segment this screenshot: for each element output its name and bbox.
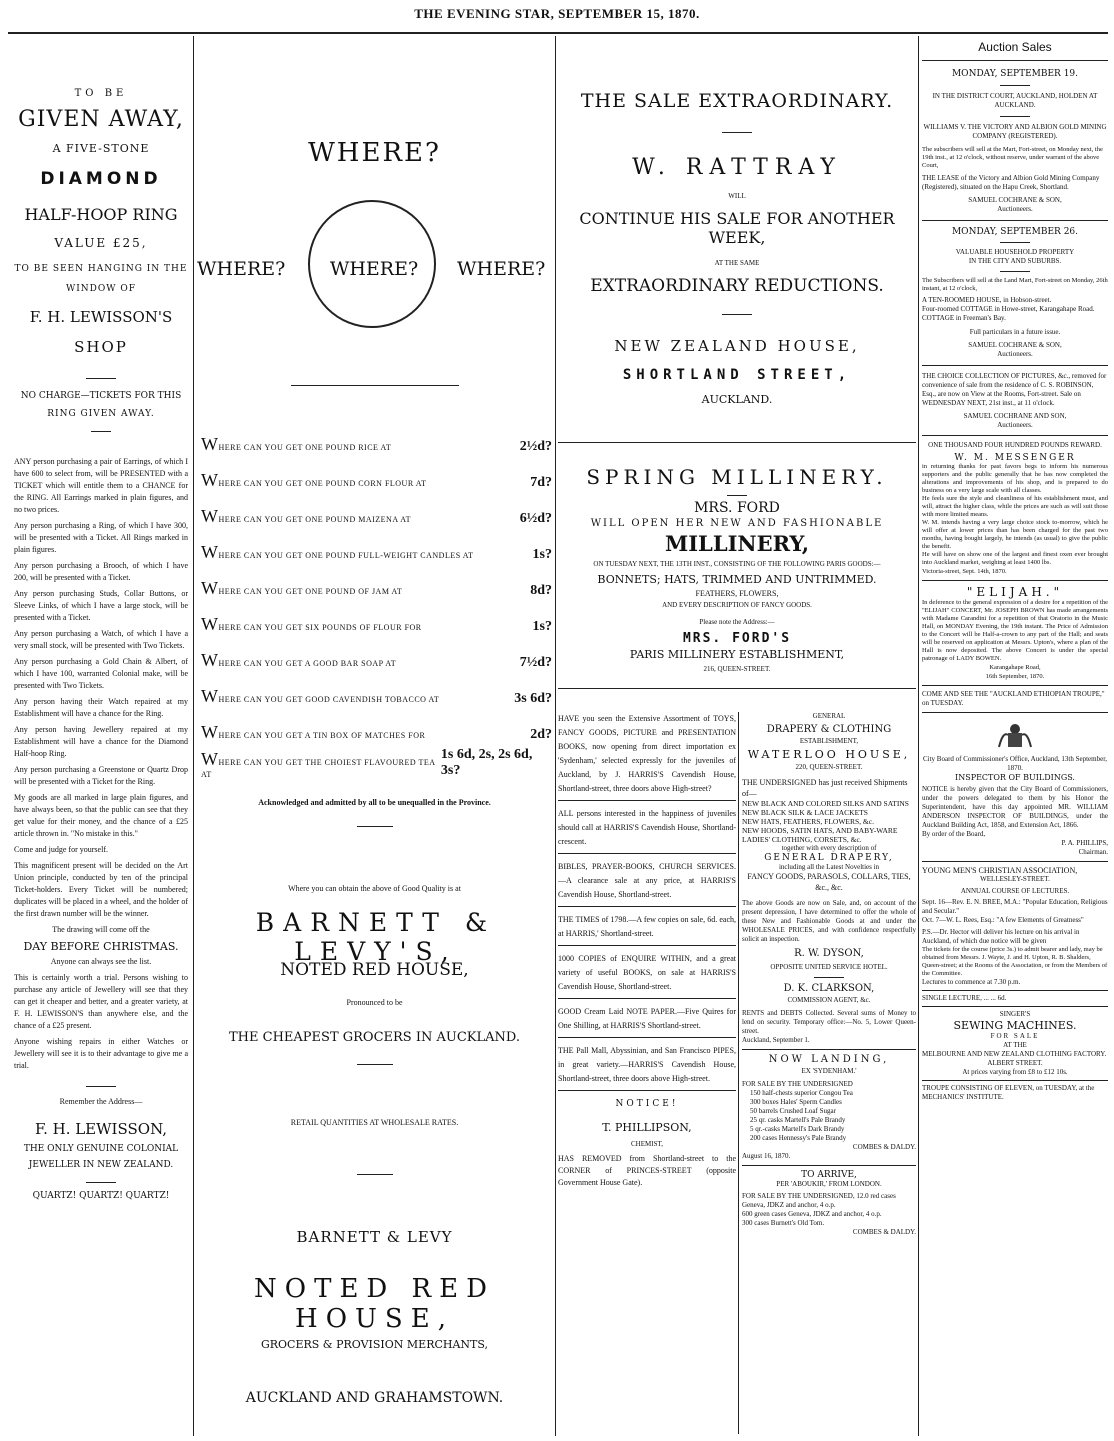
combes-daldy: COMBES & DALDY. <box>852 1143 916 1151</box>
harris-column <box>558 712 736 1193</box>
queen-street-220: 220, QUEEN-STREET. <box>795 763 863 771</box>
goods-item: LADIES' CLOTHING, CORSETS, &c. <box>742 835 862 844</box>
harris-ad: THE Pall Mall, Abyssinian, and San Francisco PIPES, in great variety.—HARRIS'S Cavendish House, Shortland-street, three doors above High-street. <box>558 1044 736 1091</box>
price-row <box>201 680 552 707</box>
removed: HAS REMOVED from Shortland-street to the CORNER of PRINCES-STREET (opposite Government House Gate). <box>558 1154 736 1187</box>
notice: NOTICE! <box>615 1099 679 1109</box>
price-row <box>201 644 552 671</box>
price-question-text: HERE CAN YOU GET ONE POUND MAIZENA AT <box>218 515 411 524</box>
price-value: 7½d? <box>519 655 552 670</box>
ring-given: RING GIVEN AWAY. <box>47 409 155 419</box>
fancy-goods: FANCY GOODS, PARASOLS, COLLARS, TIES, &c., &c. <box>747 872 911 892</box>
subscribers-1: The subscribers will sell at the Mart, Fort-street, on Monday next, the 19th inst., at 12 o'clock, without reserve, under warrant of the above Court, <box>922 146 1103 169</box>
day-before-christmas: DAY BEFORE CHRISTMAS. <box>23 940 179 953</box>
by-order: By order of the Board, <box>922 830 986 838</box>
waterloo-house: WATERLOO HOUSE, <box>747 748 911 761</box>
divider <box>86 1182 116 1183</box>
price-question <box>201 650 396 671</box>
rule <box>922 990 1108 991</box>
lectures-commence: Lectures to commence at 7.30 p.m. <box>922 978 1021 986</box>
price-question <box>201 614 422 635</box>
choice-collection: THE CHOICE COLLECTION OF PICTURES, &c., removed for convenience of sale from the residence of C. S. ROBINSON, Esq., are now on View at the Rooms, Fort-street. Sale on WEDNESDAY NEXT, 21st inst., at 11 o'clock. <box>922 372 1107 407</box>
where-obtain: Where you can obtain the above of Good Quality is at <box>288 884 461 893</box>
art-union-paragraph: This magnificent present will be decided on the Art Union principle, conducted by ten of the principal Ticket-holders. Every Ticket will be numbered; duplicates will be placed in a wheel, and the holder of the first drawn number will be the winner. <box>14 861 188 918</box>
column-lewisson <box>14 88 188 1433</box>
will-open: WILL OPEN HER NEW AND FASHIONABLE <box>590 518 884 529</box>
price-row <box>201 464 552 491</box>
notice-text: NOTICE is hereby given that the City Board of Commissioners, under the powers delegated to them by his Honor the Superintendent, have this day appointed MR. WILLIAM ANDERSON INSPECTOR OF BUILDINGS, under the Auckland Building Act, 1858, and Extension Act, 1866. <box>922 785 1108 829</box>
queen-street-216: 216, QUEEN-STREET. <box>703 665 771 673</box>
auckland-grahamstown: AUCKLAND AND GRAHAMSTOWN. <box>245 1390 504 1406</box>
for-sale-geneva: FOR SALE BY THE UNDERSIGNED, 12.0 red cases Geneva, JDKZ and anchor, 4 o.p. <box>742 1192 896 1209</box>
rattray-auckland: AUCKLAND. <box>701 393 773 406</box>
price-question-text: HERE CAN YOU GET ONE POUND OF JAM AT <box>218 587 403 596</box>
rule <box>357 826 393 827</box>
price-row <box>201 572 552 599</box>
rule <box>357 1064 393 1065</box>
lewisson-signature: F. H. LEWISSON, <box>35 1119 167 1138</box>
rule <box>922 1006 1108 1007</box>
prices: At prices varying from £8 to £12 10s. <box>962 1068 1068 1076</box>
landing-item: 300 boxes Hales' Sperm Candles <box>750 1098 842 1106</box>
noted-red-house: NOTED RED HOUSE, <box>280 960 469 980</box>
spring-millinery: SPRING MILLINERY. <box>586 465 888 489</box>
drop-cap: W <box>201 434 219 454</box>
divider <box>91 431 111 432</box>
column-barnett-levy <box>197 36 552 1436</box>
harris-ad: HAVE you seen the Extensive Assortment of TOYS, FANCY GOODS, PICTURE and PRESENTATION BOOKS, now opening from direct importation ex 'Sydenham,' selected expressly for the juveniles of Auckland, by J. HARRIS'S Cavendish House, Shortland-street, three doors above High-street? <box>558 712 736 801</box>
column-rattray-ford <box>558 36 916 1436</box>
above-goods: The above Goods are now on Sale, and, on account of the present depression, I have determined to offer the whole of these New and Fashionable Goods at and under the WHOLESALE PRICES, and with confidence respectfully solicit an inspection. <box>742 899 916 943</box>
clarkson: D. K. CLARKSON, <box>783 983 875 994</box>
where-right: WHERE? <box>457 258 546 280</box>
williams-case: WILLIAMS V. THE VICTORY AND ALBION GOLD MINING COMPANY (REGISTERED). <box>923 123 1107 140</box>
elijah-text: In deference to the general expression of a desire for a repetition of the "ELIJAH" CONCERT, Mr. JOSEPH BROWN has made arrangements with Madame Carandini for a repetition of that Oratorio in the Music Hall, on MONDAY Evening, the 19th instant. The Price of Admission to the Concert will be Half-a-crown to any part of the Hall; and seats will be reserved on application at Messrs. Upton's, where a plan of the Hall is now deposited. The above Concert is under the special patronage of LADY BOWEN. <box>922 599 1108 662</box>
five-stone: A FIVE-STONE <box>52 142 150 155</box>
divider <box>814 977 844 978</box>
messenger-text-3: W. M. intends having a very large choice stock to-morrow, which he will offer at lower prices than has been charged for the past two months, having bought largely, he intends (as usual) to give the public the benefit. <box>922 519 1108 550</box>
auctioneers-3: Auctioneers. <box>997 421 1033 429</box>
tickets: The tickets for the course (price 3s.) to admit bearer and lady, may be obtained from Messrs. J. Wayte, J. and H. Upton, R. B. Shalders, Queen-street; at the Rooms of the Association, or from the Members of the Committee. <box>922 946 1108 977</box>
divider <box>1000 242 1030 243</box>
elijah: "ELIJAH." <box>966 585 1064 599</box>
chain-paragraph: Any person purchasing a Gold Chain & Albert, of which I have 100, warranted Colonial make, will be presented with Two Tickets. <box>14 657 188 690</box>
sept-16-lecture: Sept. 16—Rev. E. N. BREE, M.A.: "Popular Education, Religious and Secular." <box>922 898 1108 915</box>
price-value: 1s 6d, 2s, 2s 6d, 3s? <box>440 747 533 778</box>
sewing-machines: SEWING MACHINES. <box>953 1019 1077 1032</box>
watch-repair-paragraph: Any person having their Watch repaired at my Establishment will have a chance for the Ring. <box>14 697 188 718</box>
lewisson-shop-name: F. H. LEWISSON'S <box>29 308 173 326</box>
rule <box>922 580 1108 581</box>
rule <box>357 1174 393 1175</box>
wellesley: WELLESLEY-STREET. <box>980 875 1050 883</box>
price-row <box>201 536 552 563</box>
opposite-hotel: OPPOSITE UNITED SERVICE HOTEL. <box>770 963 888 971</box>
acknowledged: Acknowledged and admitted by all to be unequalled in the Province. <box>258 798 491 807</box>
dyson: R. W. DYSON, <box>794 948 864 959</box>
will: WILL <box>728 192 746 200</box>
top-rule <box>8 32 1108 34</box>
landing-item: 200 cases Hennessy's Pale Brandy <box>750 1134 847 1142</box>
shortland-street: SHORTLAND STREET, <box>622 367 852 383</box>
karangahape: Karangahape Road, <box>989 664 1041 671</box>
price-value: 2½d? <box>519 439 552 454</box>
where-center: WHERE? <box>329 258 419 280</box>
col-divider-2 <box>555 36 556 1436</box>
column-auction <box>922 36 1108 1436</box>
drop-cap: W <box>201 686 219 706</box>
masthead: THE EVENING STAR, SEPTEMBER 15, 1870. <box>414 6 700 21</box>
drawing-paragraph: The drawing will come off the <box>52 925 150 934</box>
half-hoop: HALF-HOOP RING <box>24 205 178 224</box>
feathers: FEATHERS, FLOWERS, <box>695 589 779 598</box>
price-row <box>201 716 552 743</box>
coat-of-arms-icon <box>995 721 1035 751</box>
barnett-levy: BARNETT & LEVY <box>296 1228 453 1246</box>
general-drapery: GENERAL DRAPERY, <box>764 853 894 863</box>
inspector: INSPECTOR OF BUILDINGS. <box>955 773 1075 782</box>
drop-cap: W <box>201 542 219 562</box>
drop-cap: W <box>201 722 219 742</box>
trial-paragraph: This is certainly worth a trial. Persons wishing to purchase any article of Jewellery will see that they can get it cheaper and better, and a greater variety, at F. H. LEWISSON'S than anywhere else, and the chance of a £25 present. <box>14 973 188 1030</box>
august-16: August 16, 1870. <box>742 1152 791 1160</box>
price-question-text: HERE CAN YOU GET ONE POUND RICE AT <box>218 443 392 452</box>
cochrane-1: SAMUEL COCHRANE & SON, <box>968 196 1062 204</box>
window-of: WINDOW OF <box>65 284 136 294</box>
oct-7-lecture: Oct. 7—W. L. Rees, Esq.: "A few Elements of Greatness" <box>922 916 1084 924</box>
four-roomed: Four-roomed COTTAGE in Howe-street, Karangahape Road. <box>922 305 1095 313</box>
price-value: 7d? <box>530 475 552 490</box>
establishment: ESTABLISHMENT, <box>799 737 859 745</box>
extraordinary-reductions: EXTRAORDINARY REDUCTIONS. <box>590 276 884 296</box>
price-question-text: HERE CAN YOU GET ONE POUND FULL-WEIGHT CANDLES AT <box>218 551 474 560</box>
including: including all the Latest Novelties in <box>778 863 880 871</box>
value: VALUE £25, <box>54 236 148 250</box>
green-geneva: 600 green cases Geneva, JDKZ and anchor, 4 o.p. <box>742 1210 882 1218</box>
harris-ad: 1000 COPIES of ENQUIRE WITHIN, and a great variety of useful BOOKS, on sale at HARRIS'S Cavendish House, Shortland-street. <box>558 952 736 999</box>
earrings-paragraph: ANY person purchasing a pair of Earrings, of which I have 600 to select from, will be PRESENTED with a TICKET which will entitle them to a CHANCE for the RING. All Earrings marked in plain figures, and no two prices. <box>14 457 188 514</box>
price-question <box>201 578 402 599</box>
district-court: IN THE DISTRICT COURT, AUCKLAND, HOLDEN AT AUCKLAND. <box>932 92 1098 109</box>
brooch-paragraph: Any person purchasing a Brooch, of which I have 200, will be presented with a Ticket. <box>14 561 188 582</box>
goods-item: NEW BLACK SILK & LACE JACKETS <box>742 808 868 817</box>
price-row <box>201 500 552 527</box>
remember-address: Remember the Address— <box>59 1097 143 1106</box>
divider <box>727 495 747 496</box>
cottage: COTTAGE in Freeman's Bay. <box>922 314 1006 322</box>
landing-item: 5 qr.-casks Martell's Dark Brandy <box>750 1125 845 1133</box>
albert-street: ALBERT STREET. <box>987 1059 1043 1067</box>
every-description: AND EVERY DESCRIPTION OF FANCY GOODS. <box>662 601 812 609</box>
chemist: CHEMIST, <box>631 1140 663 1148</box>
city-suburbs: IN THE CITY AND SUBURBS. <box>968 257 1062 265</box>
monday-26: MONDAY, SEPTEMBER 26. <box>951 227 1079 237</box>
new-zealand-house: NEW ZEALAND HOUSE, <box>614 337 860 355</box>
rule <box>558 442 916 443</box>
valuable-property: VALUABLE HOUSEHOLD PROPERTY <box>955 248 1075 256</box>
subscribers-2: The Subscribers will sell at the Land Mart, Fort-street on Monday, 26th instant, at 12 o'clock, <box>922 277 1108 292</box>
rule <box>922 60 1108 61</box>
auctioneers-2: Auctioneers. <box>997 350 1033 358</box>
harris-ad: BIBLES, PRAYER-BOOKS, CHURCH SERVICES.—A clearance sale at any price, at HARRIS'S Cavendish House, Shortland-street. <box>558 860 736 907</box>
rule <box>291 385 459 386</box>
to-be-seen: TO BE SEEN HANGING IN THE <box>14 264 188 274</box>
come-and-see: COME AND SEE THE "AUCKLAND ETHIOPIAN TROUPE," on TUESDAY. <box>922 690 1105 707</box>
rule <box>742 1049 916 1050</box>
auctioneers-1: Auctioneers. <box>997 205 1033 213</box>
general: GENERAL <box>812 712 846 720</box>
sep-16: 16th September, 1870. <box>985 673 1045 680</box>
sale-extraordinary: THE SALE EXTRAORDINARY. <box>580 90 894 112</box>
messenger: W. M. MESSENGER <box>954 453 1076 463</box>
rule <box>922 685 1108 686</box>
judge-paragraph: Come and judge for yourself. <box>14 845 108 854</box>
no-charge: NO CHARGE—TICKETS FOR THIS <box>20 391 182 401</box>
per-aboukir: PER 'ABOUKIR,' FROM LONDON. <box>776 1180 882 1188</box>
landing-item: 50 barrels Crushed Loaf Sugar <box>750 1107 836 1115</box>
city-board: City Board of Commissioner's Office, Auckland, 13th September, 1870. <box>923 755 1107 772</box>
drop-cap: W <box>201 506 219 526</box>
price-question-text: HERE CAN YOU GET A TIN BOX OF MATCHES FOR <box>218 731 426 740</box>
drapery-clothing: DRAPERY & CLOTHING <box>766 724 892 735</box>
price-question-text: HERE CAN YOU GET ONE POUND CORN FLOUR AT <box>218 479 427 488</box>
jewellery-repair-paragraph: Any person having Jewellery repaired at my Establishment will have a chance for the Diamond Half-hoop Ring. <box>14 725 188 758</box>
together: together with every description of <box>781 844 877 852</box>
col-divider-3 <box>918 36 919 1436</box>
commission-agent: COMMISSION AGENT, &c. <box>787 996 871 1004</box>
price-value: 6½d? <box>519 511 552 526</box>
price-value: 2d? <box>530 727 552 742</box>
grocers-provision: GROCERS & PROVISION MERCHANTS, <box>260 1338 489 1351</box>
noted-red-house-large: NOTED RED HOUSE, <box>254 1274 495 1334</box>
cheapest-grocers: THE CHEAPEST GROCERS IN AUCKLAND. <box>229 1030 520 1045</box>
victoria-street: Victoria-street, Sept. 14th, 1870. <box>922 568 1007 575</box>
at-the-same: AT THE SAME <box>714 259 760 267</box>
annual-course: ANNUAL COURSE OF LECTURES. <box>960 887 1070 895</box>
for-sale-sewing: FOR SALE <box>990 1032 1040 1040</box>
goods-item: NEW HATS, FEATHERS, FLOWERS, &c. <box>742 817 874 826</box>
price-question-text: HERE CAN YOU GET GOOD CAVENDISH TOBACCO AT <box>218 695 440 704</box>
only-genuine: THE ONLY GENUINE COLONIAL <box>23 1143 179 1154</box>
price-row <box>201 608 552 635</box>
ymca: YOUNG MEN'S CHRISTIAN ASSOCIATION, <box>922 866 1078 875</box>
rattray: W. RATTRAY <box>632 155 842 180</box>
lease: THE LEASE of the Victory and Albion Gold Mining Company (Registered), situated on the Hapu Creek, Shortland. <box>922 174 1100 191</box>
monday-19: MONDAY, SEPTEMBER 19. <box>951 69 1079 79</box>
price-question <box>201 506 411 527</box>
rule <box>922 712 1108 713</box>
goods-paragraph: My goods are all marked in large plain figures, and have always been, so that the public can see that they get value for their money, and the chance of a £25 article thrown in. "No mistake in this." <box>14 793 188 838</box>
price-question-text: HERE CAN YOU GET SIX POUNDS OF FLOUR FOR <box>218 623 422 632</box>
ex-sydenham: EX 'SYDENHAM.' <box>801 1067 857 1075</box>
studs-paragraph: Any person purchasing Studs, Collar Buttons, or Sleeve Links, of which I have a large stock, will be presented with a Ticket. <box>14 589 188 622</box>
phillipson: T. PHILLIPSON, <box>602 1121 692 1134</box>
mrs-fords: MRS. FORD'S <box>682 631 792 646</box>
jeweller-nz: JEWELLER IN NEW ZEALAND. <box>28 1159 174 1170</box>
shop: SHOP <box>74 338 128 356</box>
troupe: TROUPE CONSISTING OF ELEVEN, on TUESDAY, at the MECHANICS' INSTITUTE. <box>922 1084 1095 1101</box>
messenger-text-2: He feels sure the style and cleanliness of his establishment must, and will, attract the higher class, while the prices are such as will suit those with more limited means. <box>922 495 1108 518</box>
rule <box>922 220 1108 221</box>
to-arrive: TO ARRIVE, <box>801 1170 857 1180</box>
goods-item: NEW HOODS, SATIN HATS, AND BABY-WARE <box>742 826 898 835</box>
continue-sale: CONTINUE HIS SALE FOR ANOTHER WEEK, <box>579 209 895 247</box>
messenger-text: in returning thanks for past favors begs to inform his numerous supporters and the public generally that he has now completed the alterations and improvements of his shop, and is prepared to do business on a very large scale with all classes. <box>922 463 1108 494</box>
drop-cap: W <box>201 470 219 490</box>
on-tuesday: ON TUESDAY NEXT, THE 13TH INST., CONSISTING OF THE FOLLOWING PARIS GOODS:— <box>593 560 881 568</box>
ten-roomed: A TEN-ROOMED HOUSE, in Hobson-street. <box>922 296 1052 304</box>
divider <box>1000 116 1030 117</box>
drapery-column <box>742 712 916 1237</box>
divider <box>722 132 752 133</box>
rule <box>922 435 1108 436</box>
price-row <box>201 747 552 779</box>
rule <box>922 861 1108 862</box>
auckland-sep: Auckland, September 1. <box>742 1036 810 1044</box>
price-value: 3s 6d? <box>514 691 552 706</box>
please-note: Please note the Address:— <box>699 618 775 626</box>
pronounced: Pronounced to be <box>346 998 403 1007</box>
harris-ad: GOOD Cream Laid NOTE PAPER.—Five Quires for One Shilling, at HARRIS'S Shortland-street. <box>558 1005 736 1038</box>
paris-millinery: PARIS MILLINERY ESTABLISHMENT, <box>629 648 845 661</box>
list-paragraph: Anyone can always see the list. <box>50 957 152 966</box>
rents: RENTS and DEBTS Collected. Several sums of Money to lend on security. Temporary office:—No. 5, Lower Queen-street. <box>742 1009 916 1035</box>
price-question-text: HERE CAN YOU GET THE CHOIEST FLAVOURED TEA AT <box>201 758 436 779</box>
retail-wholesale: RETAIL QUANTITIES AT WHOLESALE RATES. <box>290 1118 459 1127</box>
divider <box>86 378 116 379</box>
price-row <box>201 428 552 455</box>
burnetts: 300 cases Burnett's Old Tom. <box>742 1219 825 1227</box>
phillips: P. A. PHILLIPS, <box>1061 839 1108 847</box>
combes-daldy-2: COMBES & DALDY. <box>852 1228 916 1236</box>
price-question <box>201 722 425 743</box>
rule <box>738 712 739 1434</box>
col-divider-1 <box>193 36 194 1436</box>
landing-item: 150 half-chests superior Congou Tea <box>750 1089 853 1097</box>
ps-hector: P.S.—Dr. Hector will deliver his lecture on his arrival in Auckland, of which due notice will be given <box>922 928 1080 945</box>
messenger-text-4: He will have on show one of the largest and finest oxen ever brought into Auckland market, weighing at least 1400 lbs. <box>922 551 1108 566</box>
reward: ONE THOUSAND FOUR HUNDRED POUNDS REWARD. <box>928 441 1102 449</box>
now-landing: NOW LANDING, <box>768 1054 890 1065</box>
price-question <box>201 470 427 491</box>
price-question <box>201 542 474 563</box>
harris-ad: THE TIMES of 1798.—A few copies on sale, 6d. each, at HARRIS,' Shortland-street. <box>558 913 736 946</box>
where-top: WHERE? <box>308 138 441 168</box>
given-away: GIVEN AWAY, <box>18 107 184 132</box>
millinery: MILLINERY, <box>664 531 810 556</box>
price-question <box>201 434 391 455</box>
drop-cap: W <box>201 614 219 634</box>
watch-paragraph: Any person purchasing a Watch, of which I have a very small stock, will be presented with Two Tickets. <box>14 629 188 650</box>
single-lecture: SINGLE LECTURE, ... ... 6d. <box>922 994 1007 1002</box>
bonnets: BONNETS; HATS, TRIMMED AND UNTRIMMED. <box>597 573 877 586</box>
repairs-paragraph: Anyone wishing repairs in either Watches or Jewellery will see it is to their advantage to give me a trial. <box>14 1037 188 1070</box>
for-sale-undersigned: FOR SALE BY THE UNDERSIGNED <box>742 1080 853 1088</box>
price-question-text: HERE CAN YOU GET A GOOD BAR SOAP AT <box>218 659 397 668</box>
mrs-ford: MRS. FORD <box>694 500 780 516</box>
price-question <box>201 686 439 707</box>
rule <box>742 1165 916 1166</box>
drop-cap: W <box>201 578 219 598</box>
landing-item: 25 qr. casks Martell's Pale Brandy <box>750 1116 846 1124</box>
divider <box>1000 271 1030 272</box>
at-the: AT THE <box>1003 1041 1027 1049</box>
price-value: 8d? <box>530 583 552 598</box>
goods-item: NEW BLACK AND COLORED SILKS AND SATINS <box>742 799 909 808</box>
drop-cap: W <box>201 650 219 670</box>
divider <box>86 1086 116 1087</box>
divider <box>1000 85 1030 86</box>
price-value: 1s? <box>532 619 552 634</box>
where-left: WHERE? <box>197 258 286 280</box>
auction-sales-heading: Auction Sales <box>978 40 1052 54</box>
undersigned: THE UNDERSIGNED has just received Shipments of— <box>742 778 908 798</box>
quartz: QUARTZ! QUARTZ! QUARTZ! <box>32 1190 170 1201</box>
divider <box>722 314 752 315</box>
singers: SINGER'S <box>999 1010 1031 1018</box>
to-be: TO BE <box>74 88 128 99</box>
cochrane-3: SAMUEL COCHRANE AND SON, <box>963 412 1067 420</box>
chairman: Chairman. <box>1078 848 1108 856</box>
harris-ad: ALL persons interested in the happiness of juveniles should call at HARRIS'S Cavendish House, Shortland-crescent. <box>558 807 736 854</box>
full-particulars: Full particulars in a future issue. <box>969 328 1061 336</box>
cochrane-2: SAMUEL COCHRANE & SON, <box>968 341 1062 349</box>
melbourne: MELBOURNE AND NEW ZEALAND CLOTHING FACTORY. <box>922 1050 1107 1058</box>
barnett-levys: BARNETT & LEVY'S, <box>255 908 497 966</box>
rings-paragraph: Any person purchasing a Ring, of which I have 300, will be presented with a Ticket. All Rings marked in plain figures. <box>14 521 188 554</box>
price-question <box>201 749 441 779</box>
price-value: 1s? <box>532 547 552 562</box>
price-list <box>201 428 552 788</box>
drop-cap: W <box>201 749 219 769</box>
rule <box>922 365 1108 366</box>
rule <box>922 1080 1108 1081</box>
greenstone-paragraph: Any person purchasing a Greenstone or Quartz Drop will be presented with a Ticket for the Ring. <box>14 765 188 786</box>
rule <box>558 688 916 689</box>
diamond: DIAMOND <box>40 169 162 189</box>
